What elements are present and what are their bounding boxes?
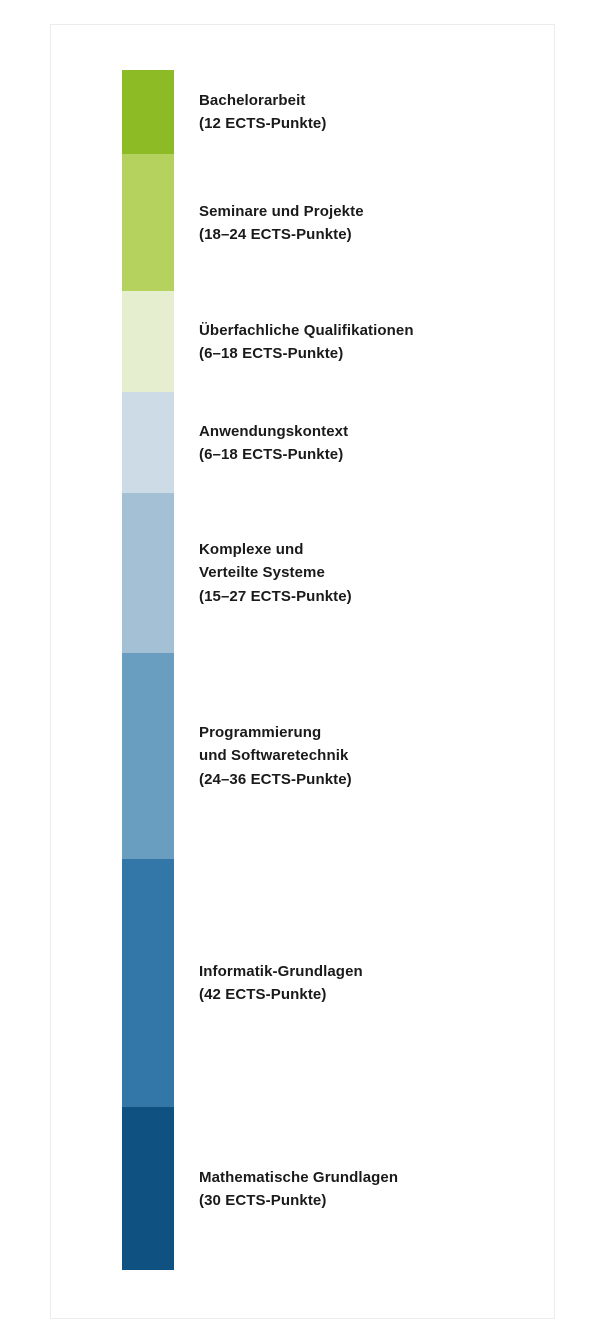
segment-label-line: (30 ECTS-Punkte) (199, 1191, 327, 1209)
segment-label-line: Seminare und Projekte (199, 202, 364, 220)
segment-label-line: (42 ECTS-Punkte) (199, 986, 327, 1003)
segment-label-line: (18–24 ECTS-Punkte) (199, 225, 352, 243)
segment-label-mathematische-grundlagen (199, 1165, 398, 1212)
segment-label-line: Bachelorarbeit (199, 91, 306, 109)
bar-segment-ueberfachliche-qualifikationen (122, 291, 414, 392)
segment-label-line: Komplexe und (199, 541, 304, 559)
bar-segment-anwendungskontext (122, 392, 349, 493)
segment-label-bachelorarbeit (199, 89, 326, 136)
segment-label-ueberfachliche-qualifikationen (199, 318, 414, 365)
segment-label-line: (6–18 ECTS-Punkte) (199, 445, 344, 463)
segment-label-line: (24–36 ECTS-Punkte) (199, 770, 352, 788)
segment-label-line: Mathematische Grundlagen (199, 1168, 399, 1186)
segment-label-line: Anwendungskontext (199, 422, 349, 440)
stacked-bar (122, 70, 414, 1270)
chart-figure (51, 25, 554, 1318)
segment-label-komplexe-und-verteilte-systeme (199, 538, 352, 608)
segment-label-line: Informatik-Grundlagen (199, 962, 363, 980)
segment-label-programmierung-und-softwaretechnik (199, 721, 352, 791)
segment-label-line: Verteilte Systeme (199, 564, 325, 582)
bar-segment-komplexe-und-verteilte-systeme (122, 493, 352, 653)
bar-segment-bachelorarbeit (122, 70, 327, 154)
segment-label-line: (12 ECTS-Punkte) (199, 115, 327, 132)
segment-label-anwendungskontext (199, 419, 348, 466)
segment-label-seminare-und-projekte (199, 199, 364, 246)
segment-label-line: (6–18 ECTS-Punkte) (199, 344, 344, 362)
bar-segment-informatik-grundlagen (122, 859, 363, 1107)
segment-label-line: Überfachliche Qualifikationen (199, 321, 414, 339)
segment-label-line: Programmierung (199, 724, 322, 742)
bar-segment-mathematische-grundlagen (122, 1107, 399, 1270)
bar-segment-seminare-und-projekte (122, 154, 364, 291)
bar-segment-programmierung-und-softwaretechnik (122, 653, 352, 859)
segment-label-informatik-grundlagen (199, 960, 363, 1007)
segment-label-line: (15–27 ECTS-Punkte) (199, 587, 352, 605)
segment-label-line: und Softwaretechnik (199, 747, 349, 765)
